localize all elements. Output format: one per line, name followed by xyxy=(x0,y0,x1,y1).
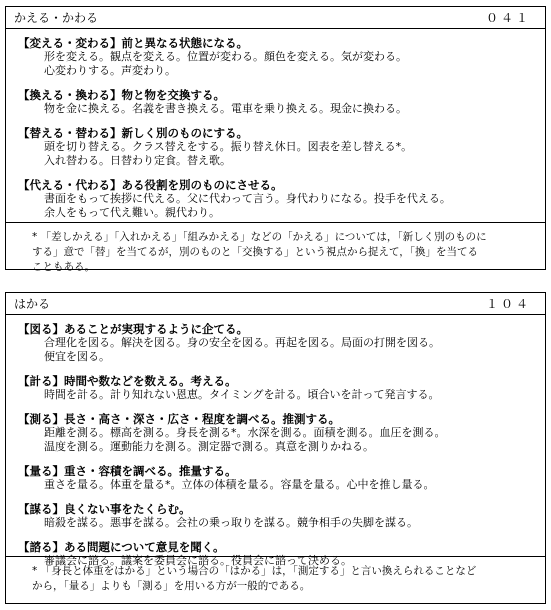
entry-heading: 【測る】長さ・高さ・深さ・広さ・程度を調べる。推測する。 xyxy=(18,412,340,426)
entry-heading: 【計る】時間や数などを数える。考える。 xyxy=(18,374,237,388)
entry-heading: 【諮る】ある問題について意見を聞く。 xyxy=(18,540,225,554)
footnote xyxy=(6,556,545,594)
entry-heading: 【謀る】良くない事をたくらむ。 xyxy=(18,502,191,516)
entry-example: 温度を測る。運動能力を測る。測定器で測る。真意を測りかねる。 xyxy=(44,440,374,453)
card-header xyxy=(6,293,545,315)
entry-heading: 【代える・代わる】ある役割を別のものにさせる。 xyxy=(18,178,283,192)
entry-example: 距離を測る。標高を測る。身長を測る*。水深を測る。面積を測る。血圧を測る。 xyxy=(44,426,446,439)
card-header xyxy=(6,7,545,29)
usage-entry xyxy=(6,412,545,454)
entry-heading: 【変える・変わる】前と異なる状態になる。 xyxy=(18,36,248,50)
entry-heading: 【換える・換わる】物と物を交換する。 xyxy=(18,88,225,102)
usage-entry xyxy=(6,36,545,78)
usage-entry xyxy=(6,374,545,402)
footnote-line: する」意で「替」を当てるが，別のものと「交換する」という視点から捉えて，「換」を当てる xyxy=(32,246,479,258)
entry-example: 重さを量る。体重を量る*。立体の体積を量る。容量を量る。心中を推し量る。 xyxy=(44,478,435,491)
usage-entries xyxy=(6,29,545,220)
entry-example: 書面をもって挨拶に代える。父に代わって言う。身代わりになる。投手を代える。 xyxy=(44,192,451,205)
entry-example: 入れ替わる。日替わり定食。替え歌。 xyxy=(44,154,231,167)
entry-example: 頭を切り替える。クラス替えをする。振り替え休日。図表を差し替える*。 xyxy=(44,140,413,153)
entry-example: 便宜を図る。 xyxy=(44,350,110,363)
entry-example: 心変わりする。声変わり。 xyxy=(44,64,176,77)
card-number: ０４１ xyxy=(485,11,531,25)
usage-entry xyxy=(6,464,545,492)
usage-entry xyxy=(6,502,545,530)
entry-card-hakaru xyxy=(5,292,546,604)
footnote-line: から，「量る」よりも「測る」を用いる方が一般的である。 xyxy=(32,580,311,592)
entry-example: 合理化を図る。解決を図る。身の安全を図る。再起を図る。局面の打開を図る。 xyxy=(44,336,440,349)
entry-heading: 【替える・替わる】新しく別のものにする。 xyxy=(18,126,248,140)
footnote-line: こともある。 xyxy=(32,261,95,273)
usage-entry xyxy=(6,178,545,220)
entry-example: 余人をもって代え難い。親代わり。 xyxy=(44,206,220,219)
footnote xyxy=(6,222,545,275)
entry-example: 物を金に換える。名義を書き換える。電車を乗り換える。現金に換わる。 xyxy=(44,102,407,115)
card-title: かえる・かわる xyxy=(14,11,99,25)
usage-entry xyxy=(6,88,545,116)
entry-example: 形を変える。観点を変える。位置が変わる。顔色を変える。気が変わる。 xyxy=(44,50,407,63)
entry-example: 時間を計る。計り知れない恩恵。タイミングを計る。頃合いを計って発言する。 xyxy=(44,388,440,401)
entry-heading: 【量る】重さ・容積を調べる。推量する。 xyxy=(18,464,237,478)
footnote-line: * 「身長と体重をはかる」という場合の「はかる」は，「測定する」と言い換えられることなど xyxy=(32,565,477,577)
entry-card-kaeru xyxy=(5,6,546,273)
footnote-line: * 「差しかえる」「入れかえる」「組みかえる」などの「かえる」については，「新しく別のものに xyxy=(32,231,487,243)
entry-example: 暗殺を謀る。悪事を謀る。会社の乗っ取りを謀る。競争相手の失脚を謀る。 xyxy=(44,516,418,529)
card-number: １０４ xyxy=(485,297,531,311)
card-title: はかる xyxy=(14,297,51,311)
entry-example: 審議会に諮る。議案を委員会に諮る。役員会に諮って決める。 xyxy=(44,554,352,567)
usage-entries xyxy=(6,315,545,568)
entry-heading: 【図る】あることが実現するように企てる。 xyxy=(18,322,248,336)
usage-entry xyxy=(6,126,545,168)
usage-entry xyxy=(6,322,545,364)
